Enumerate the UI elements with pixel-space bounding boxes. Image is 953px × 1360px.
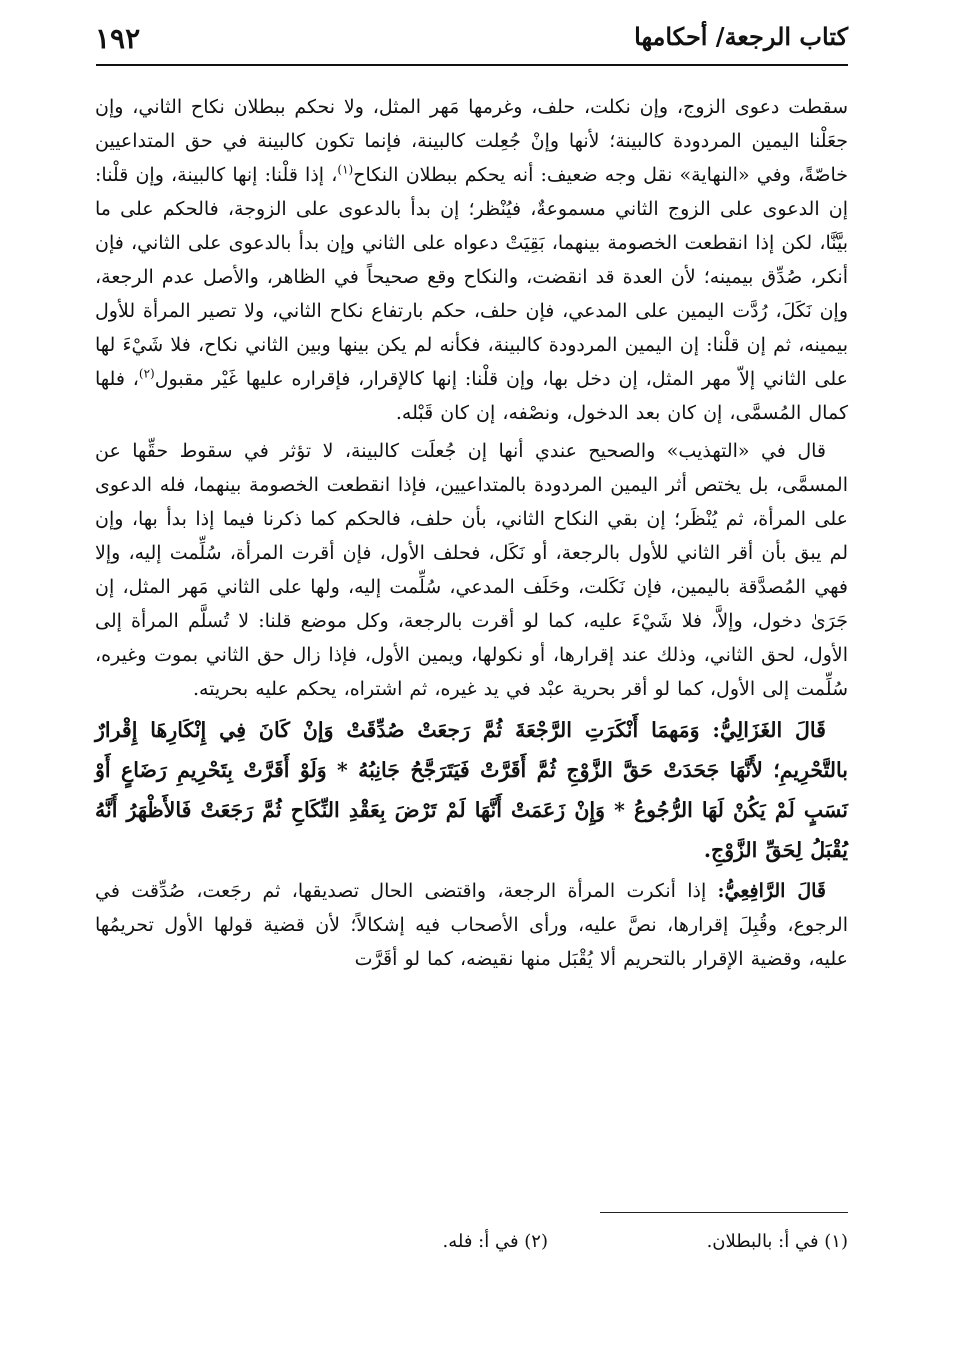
header-divider (96, 64, 848, 66)
page-number: ١٩٢ (95, 22, 141, 55)
paragraph-1-text-b: ، إذا قلْنا: إنها كالبينة، وإن قلْنا: إن الدعوى على الزوج الثاني مسموعةٌ، فيُنْظر؛ إن بدأ بالدعوى على الزوجة، فالحكم على ما بيَّنَّا، لكن إذا انقطعت الخصومة بينهما، بَقِيَتْ دعواه على الثاني وإن بدأ بالدعوى على الثاني، فإن أنكر، صُدِّق بيمينه؛ لأن العدة قد انقضت، والنكاح وقع صحيحاً في الظاهر، والأصل عدم الرجعة، وإن نَكَلَ، رُدَّت اليمين على المدعي، فإن حلف، حكم بارتفاع نكاح الثاني، ولا تصير المرأة للأول بيمينه، ثم إن قلْنا: إن اليمين المردودة كالبينة، فكأنه لم يكن بينها وبين الثاني نكاح، فلا شَيْءَ لها على الثاني إلاّ مهر المثل، إن دخل بها، وإن قلْنا: إنها كالإقرار، فإقراره عليها غَيْر مقبول (95, 164, 848, 390)
footnote-2: (٢) في أ: فله. (442, 1231, 548, 1252)
paragraph-4 (95, 874, 848, 976)
footnote-1: (١) في أ: بالبطلان. (706, 1231, 848, 1252)
main-text (95, 90, 848, 976)
paragraph-4-text: إذا أنكرت المرأة الرجعة، واقتضى الحال تصديقها، ثم رجَعت، صُدِّقت في الرجوع، وقُبِلَ إقرارها، نصَّ عليه، ورأى الأصحاب فيه إشكالاً؛ لأن قضية قولها الأول تحريمُها عليه، وقضية الإقرار بالتحريم ألا يُقْبَل منها نقيضه، كما لو أقَرَّت (95, 880, 848, 970)
footnote-ref-1: (١) (337, 162, 354, 177)
matn-paragraph (95, 710, 848, 870)
footnote-divider (600, 1212, 848, 1213)
paragraph-1-text-a: سقطت دعوى الزوج، وإن نكلت، حلف، وغرمها مَهر المثل، ولا نحكم ببطلان نكاح الثاني، وإن جعَلْنا اليمين المردودة كالبينة؛ لأنها وإنْ جُعِلت كالبينة، فإنما تكون كالبينة في حق المتداعيين خاصّةً، وفي «النهاية» نقل وجه ضعيف: أنه يحكم ببطلان النكاح (95, 96, 848, 186)
paragraph-1 (95, 90, 848, 430)
paragraph-2: قال في «التهذيب» والصحيح عندي أنها إن جُعلَت كالبينة، لا تؤثر في سقوط حقِّها عن المسمَّى، بل يختص أثر اليمين المردودة بالمتداعيين، فإذا انقطعت الخصومة بينهما، فله الدعوى على المرأة، ثم يُنْظَر؛ إن بقي النكاح الثاني، بأن حلف، فالحكم كما ذكرنا فيما إذا بدأ بها، وإن لم يبق بأن أقر الثاني للأول بالرجعة، أو نَكَل، فحلف الأول، فإن أقرت المرأة، سُلِّمت إليه، وإلا فهي المُصدَّقة باليمين، فإن نَكَلت، وحَلَف المدعي، سُلِّمت إليه، ولها على الثاني مَهر المثل، إن جَرَىٰ دخول، وإلاَّ، فلا شَيْءَ عليه، كما لو أقرت بالرجعة، وكل موضع قلنا: لا تُسلَّم المرأة إلى الأول، لحق الثاني، وذلك عند إقرارها، أو نكولها، ويمين الأول، فإذا زال حق الثاني بموت وغيره، سُلِّمت إلى الأول، كما لو أقر بحرية عبْد في يد غيره، ثم اشتراه، يحكم عليه بحريته. (95, 440, 848, 700)
rafii-lead: قَالَ الرَّافِعِيُّ: (717, 880, 826, 902)
running-title: كتاب الرجعة/ أحكامها (634, 22, 848, 51)
paragraph-1-text-c: ، فلها كمال المُسمَّى، إن كان بعد الدخول، ونصْفه، إن كان قَبْله. (95, 368, 848, 424)
footnote-ref-2: (٢) (138, 366, 155, 381)
matn-text: وَمَهمَا أَنْكَرَتِ الرَّجْعَةَ ثُمَّ رَجعَتْ صُدِّقَتْ وَإنْ كَانَ فِي إِنْكَارِهَا إِقْرارٌ بالتَّحْرِيمِ؛ لأَنَّهَا جَحَدَتْ حَقَّ الزَّوْجِ ثُمَّ أَقَرَّتْ فَيَتَرَجَّحُ جَانِبُهُ * وَلَوْ أَقَرَّتْ بِتَحْرِيمِ رَضَاعٍ أَوْ نَسَبٍ لَمْ يَكُنْ لَهَا الرُّجُوعُ * وَإِنْ زَعَمَتْ أَنَّهَا لَمْ تَرْضَ بِعَقْدِ النِّكَاحِ ثُمَّ رَجَعَتْ فَالأَظْهَرُ أَنَّهُ يُقْبَلُ لِحَقِّ الزَّوْجِ. (95, 718, 848, 862)
ghazali-lead: قَالَ الغَزَالِيُّ: (712, 718, 826, 742)
page-header (95, 14, 848, 64)
